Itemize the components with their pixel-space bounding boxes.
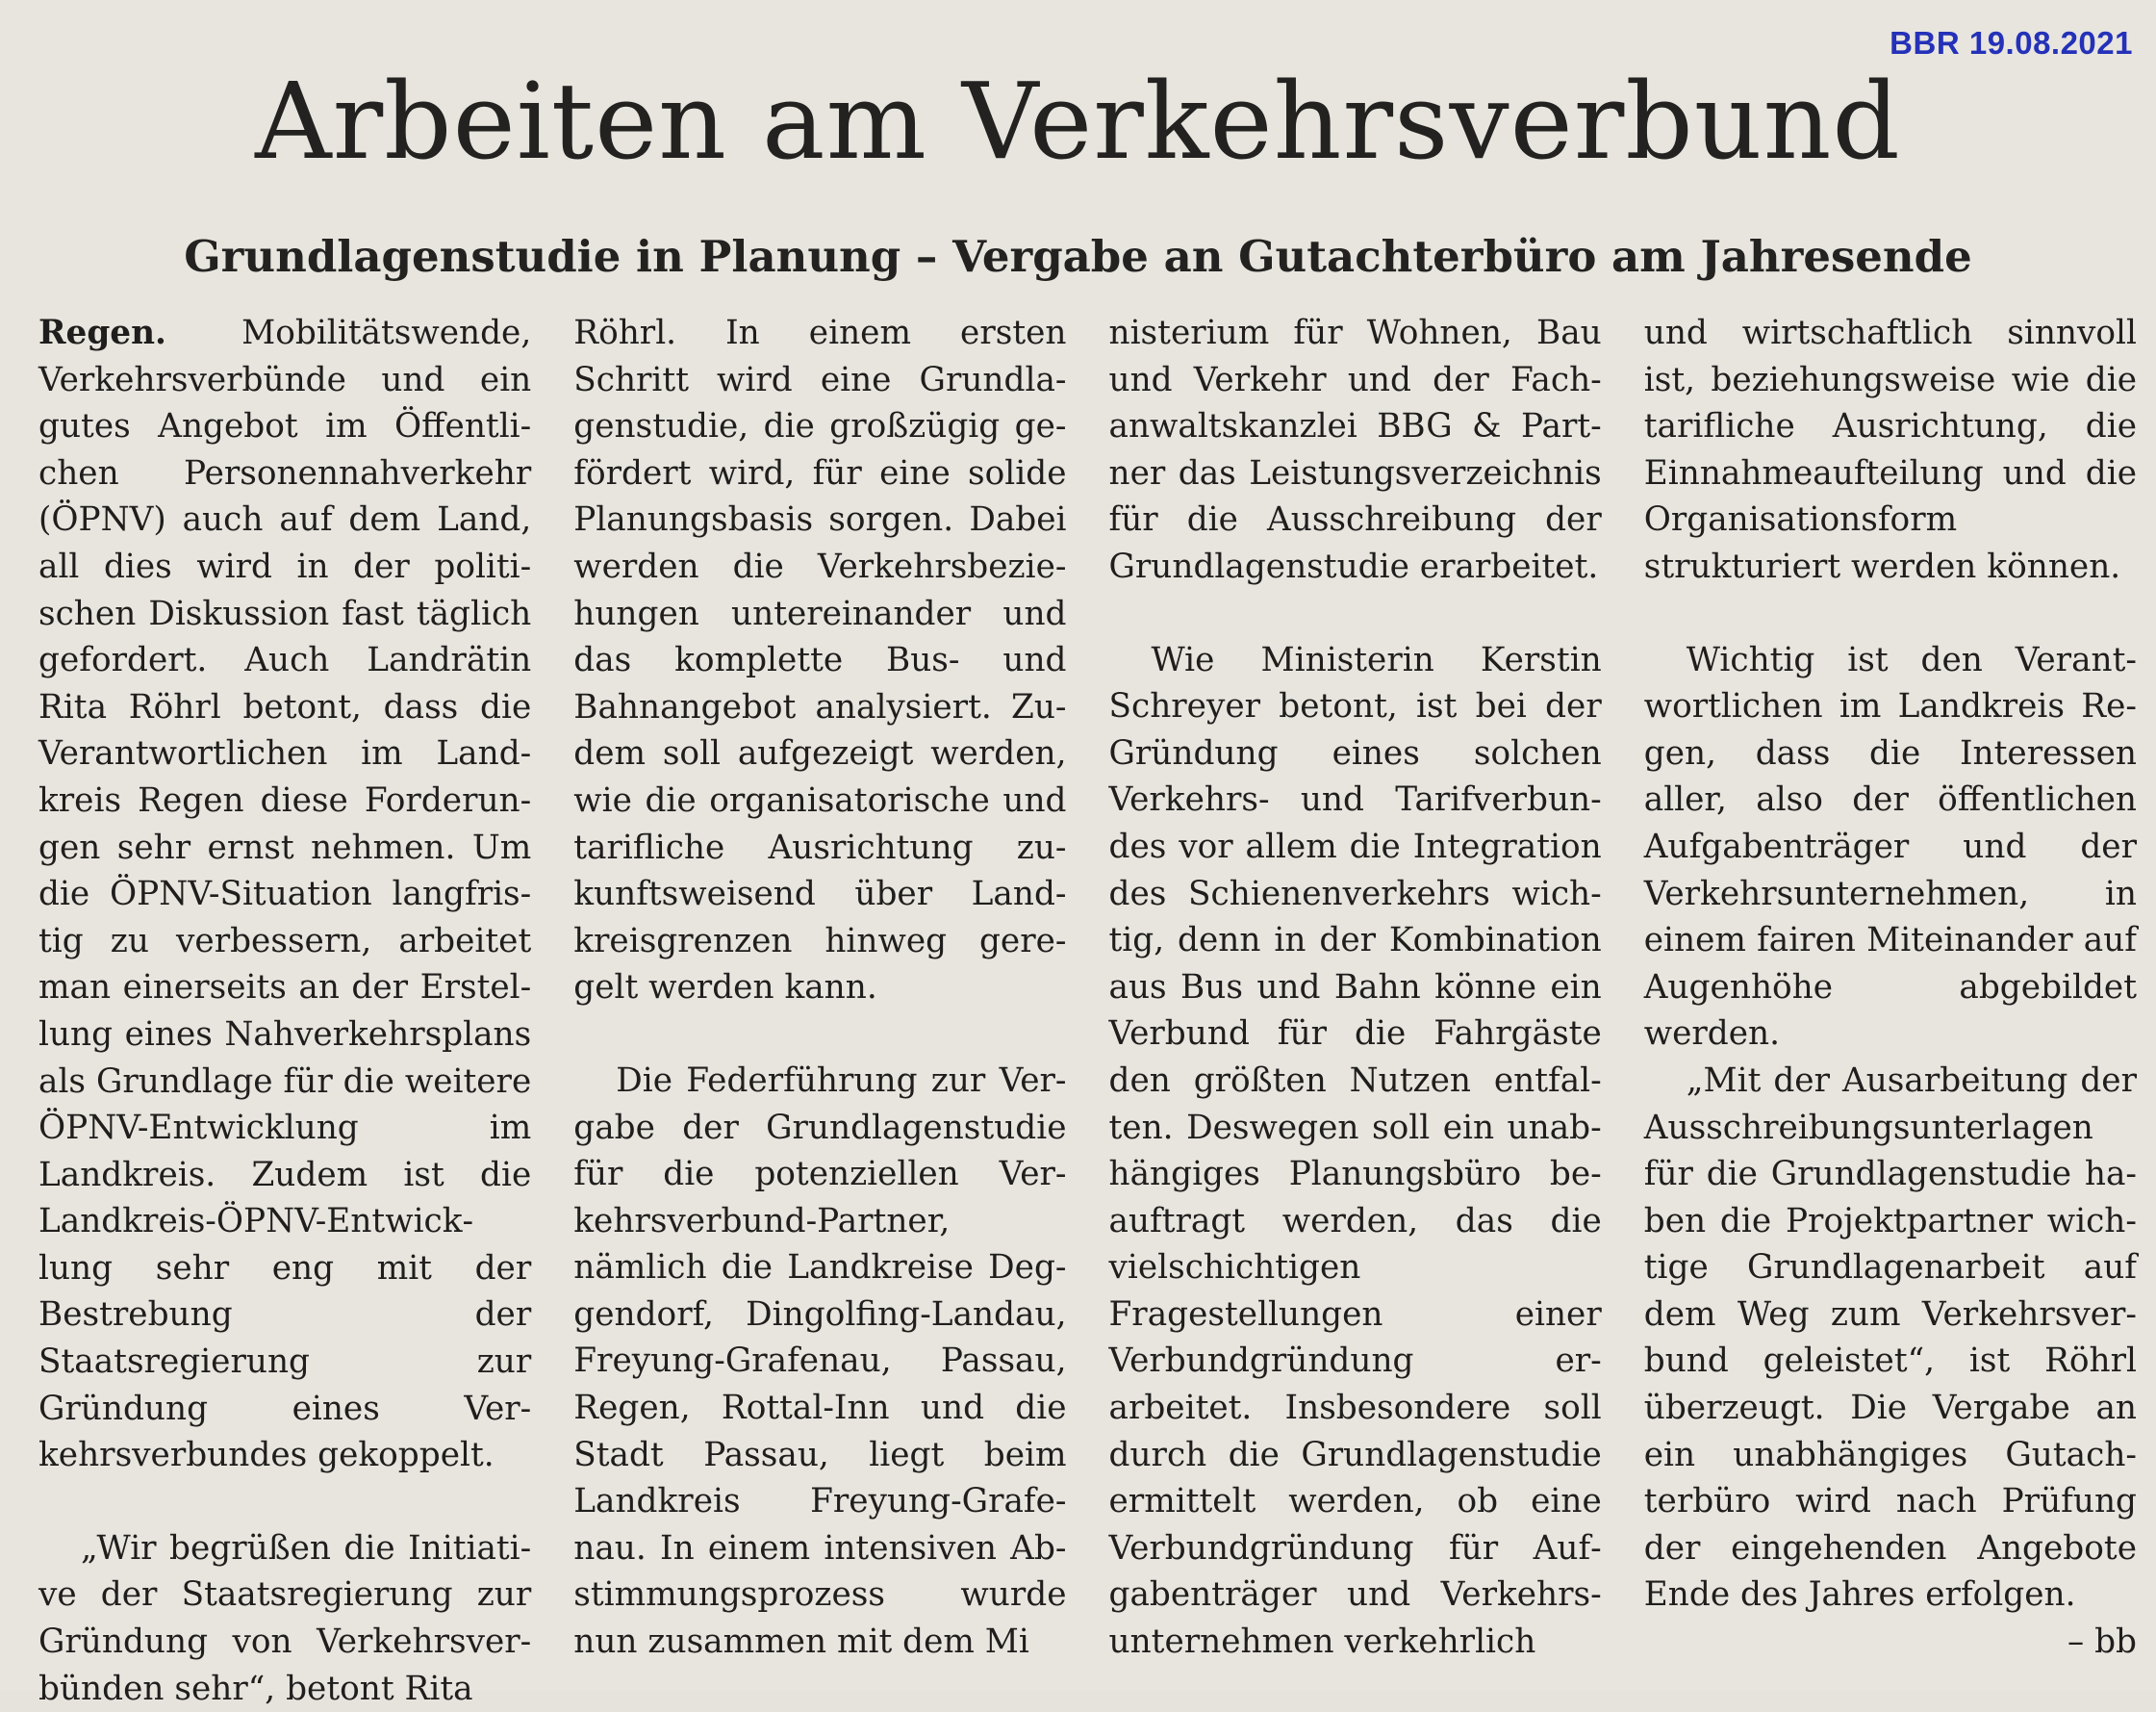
subheadline: Grundlagenstudie in Planung – Vergabe an Gutachterbüro am Jahresende — [184, 231, 1972, 282]
date-stamp: BBR 19.08.2021 — [1890, 25, 2133, 61]
article-paragraph: nisterium für Wohnen, Bau und Verkehr und der Fachanwaltskanzlei BBG & Partner das Leistungsverzeichnis für die Ausschreibung der Grundlagenstudie erarbeitet. — [1108, 314, 1602, 586]
article-column-1 — [38, 310, 532, 1708]
paragraph-text: Mobilitätswende, Verkehrsverbünde und ein gutes Angebot im Öffentlichen Personennahverkehr (ÖPNV) auch auf dem Land, all dies wird in der politischen Diskussion fast täglich gefordert. Auch Landrätin Rita Röhrl betont, dass die Verantwortlichen im Landkreis Regen diese Forderungen sehr ernst nehmen. Um die ÖPNV-Situation langfristig zu verbessern, arbeitet man einerseits an der Erstellung eines Nahverkehrsplans als Grundlage für die weitere ÖPNV-Entwicklung im Landkreis. Zudem ist die Landkreis-ÖPNV-Entwicklung sehr eng mit der Bestrebung der Staatsregierung zur Gründung eines Verkehrsverbundes gekoppelt. — [38, 314, 532, 1475]
article-paragraph: „Wir begrüßen die Initiative der Staatsregierung zur Gründung von Verkehrsverbünden sehr“, betont Rita — [38, 1528, 532, 1708]
article-paragraph: „Mit der Ausarbeitung der Ausschreibungsunterlagen für die Grundlagenstudie haben die Projektpartner wichtige Grundlagenarbeit auf dem Weg zum Verkehrsverbund geleistet“, ist Röhrl überzeugt. Die Vergabe an ein unabhängiges Gutachterbüro wird nach Prüfung der eingehenden Angebote Ende des Jahres erfolgen. — [1643, 1060, 2137, 1615]
article-paragraph: Wichtig ist den Verantwortlichen im Landkreis Regen, dass die Interessen aller, also der öffentlichen Aufgabenträger und der Verkehrsunternehmen, in einem fairen Miteinander auf Augenhöhe abgebildet werden. — [1643, 640, 2137, 1054]
article-paragraph: Wie Ministerin Kerstin Schreyer betont, ist bei der Gründung eines solchen Verkehrs- und Tarifverbundes vor allem die Integration des Schienenverkehrs wichtig, denn in der Kombination aus Bus und Bahn könne ein Verbund für die Fahrgäste den größten Nutzen entfalten. Deswegen soll ein unabhängiges Planungsbüro beauftragt werden, das die vielschichtigen Fragestellungen einer Verbundgründung erarbeitet. Insbesondere soll durch die Grundlagenstudie ermittelt werden, ob eine Verbundgründung für Aufgabenträger und Verkehrsunternehmen verkehrlich — [1108, 640, 1602, 1662]
article-column-3 — [1109, 310, 1602, 1676]
article-paragraph: Röhrl. In einem ersten Schritt wird eine Grundlagenstudie, die großzügig gefördert wird, für eine solide Planungsbasis sorgen. Dabei werden die Verkehrsbeziehungen untereinander und das komplette Bus- und Bahnangebot analysiert. Zudem soll aufgezeigt werden, wie die organisatorische und tarifliche Ausrichtung zukunftsweisend über Landkreisgrenzen hinweg geregelt werden kann. — [573, 314, 1067, 1008]
article-paragraph — [38, 310, 531, 1479]
author-signature: – bb — [2067, 1623, 2137, 1662]
headline: Arbeiten am Verkehrsverbund — [255, 60, 1901, 183]
dateline: Regen. — [38, 314, 167, 352]
article-paragraph: Die Federführung zur Vergabe der Grundlagenstudie für die potenziellen Verkehrsverbund-Partner, nämlich die Landkreise Deggendorf, Dingolfing-Landau, Freyung-Grafenau, Passau, Regen, Rottal-Inn und die Stadt Passau, liegt beim Landkreis Freyung-Grafenau. In einem intensiven Abstimmungsprozess wurde nun zusammen mit dem Mi — [573, 1060, 1067, 1662]
article-paragraph: und wirtschaftlich sinnvoll ist, beziehungsweise wie die tarifliche Ausrichtung, die Einnahmeaufteilung und die Organisationsform strukturiert werden können. — [1643, 314, 2137, 586]
article-column-4 — [1644, 310, 2137, 1676]
article-column-2 — [573, 310, 1066, 1676]
article-body — [38, 310, 2137, 1708]
